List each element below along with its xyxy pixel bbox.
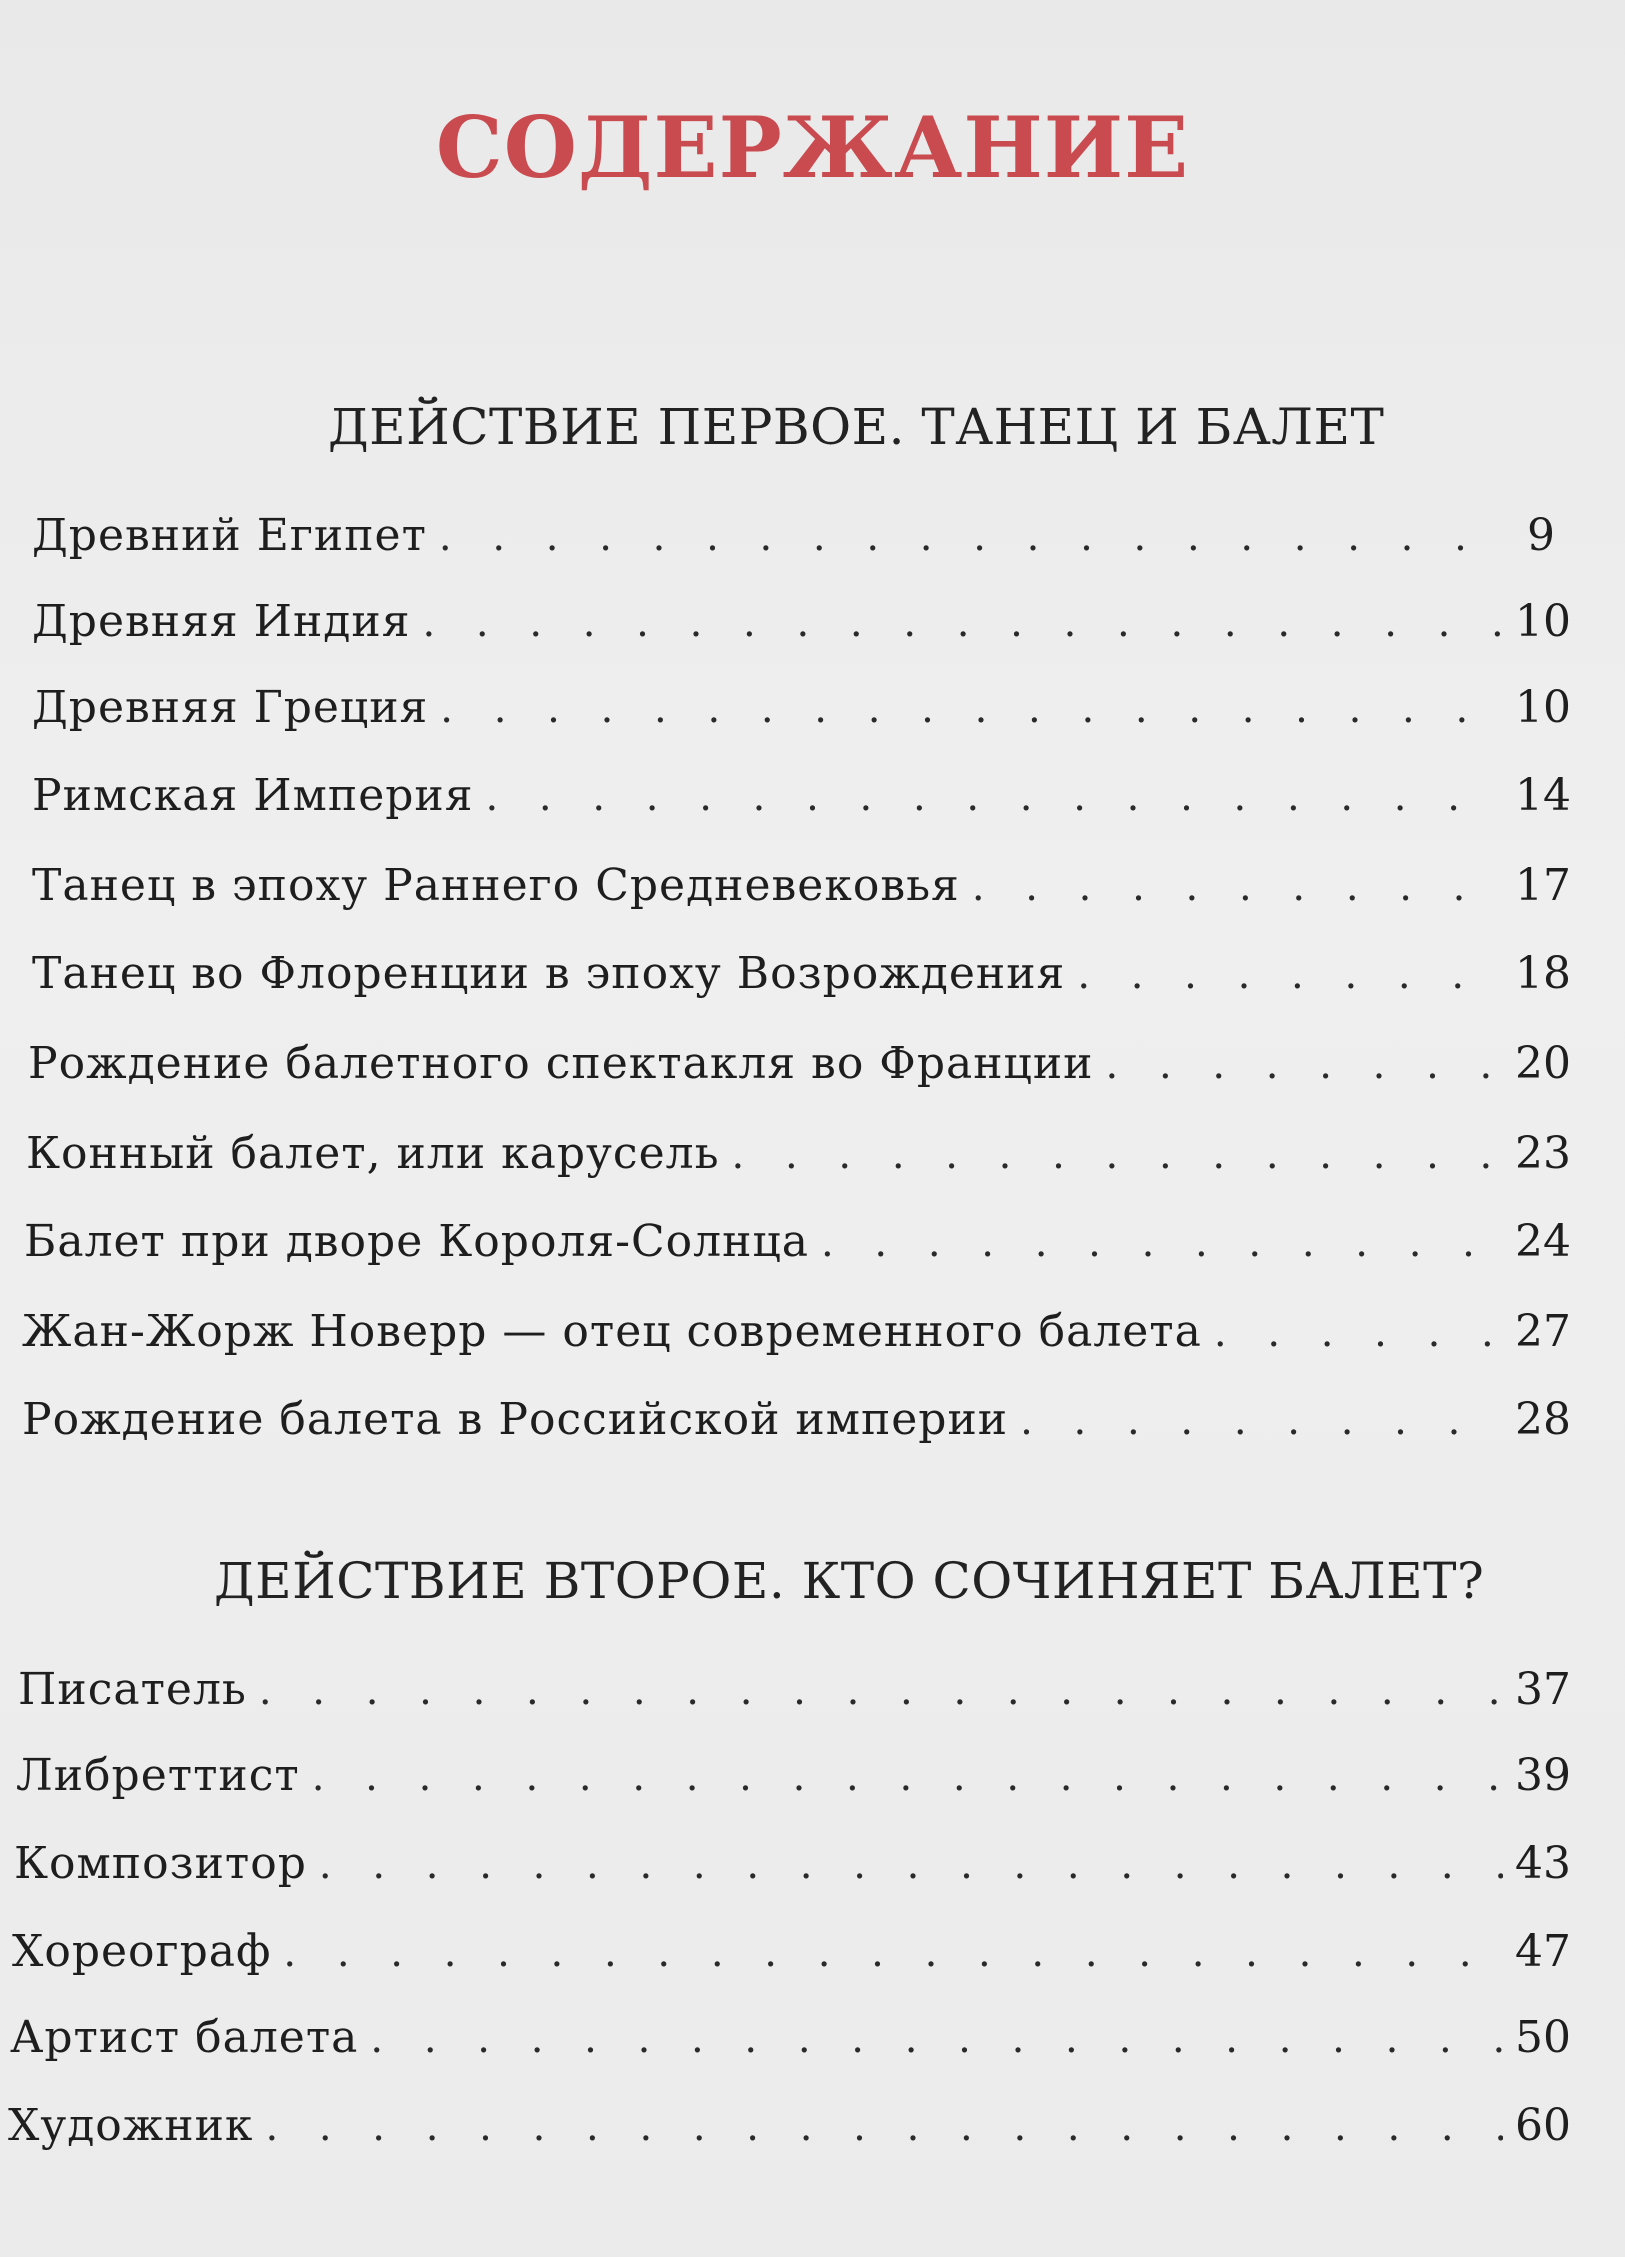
toc-entry-page: 24 bbox=[1515, 1216, 1571, 1267]
toc-entry-label: Рождение балета в Российской империи bbox=[22, 1394, 1009, 1445]
toc-entry[interactable] bbox=[32, 860, 1571, 920]
toc-leader-dots bbox=[440, 686, 1503, 732]
toc-entry-label: Римская Империя bbox=[32, 770, 474, 821]
toc-leader-dots bbox=[319, 1842, 1503, 1888]
toc-entry-page: 10 bbox=[1515, 596, 1571, 647]
toc-entry[interactable] bbox=[12, 1926, 1571, 1986]
toc-entry-page: 50 bbox=[1515, 2012, 1571, 2063]
toc-entry-page: 10 bbox=[1515, 682, 1571, 733]
toc-entry-label: Танец во Флоренции в эпоху Возрождения bbox=[32, 948, 1066, 999]
toc-entry[interactable] bbox=[28, 1038, 1571, 1098]
toc-entry[interactable] bbox=[32, 948, 1571, 1008]
toc-leader-dots bbox=[486, 774, 1504, 820]
toc-entry-label: Композитор bbox=[14, 1838, 307, 1889]
toc-leader-dots bbox=[1077, 952, 1503, 998]
toc-entry-label: Древний Египет bbox=[32, 510, 427, 561]
toc-entry-label: Жан-Жорж Новерр — отец современного балета bbox=[22, 1306, 1202, 1357]
toc-entry[interactable] bbox=[32, 596, 1571, 656]
toc-leader-dots bbox=[1214, 1310, 1503, 1356]
toc-entry-label: Древняя Индия bbox=[32, 596, 411, 647]
toc-entry-label: Художник bbox=[8, 2100, 254, 2151]
toc-leader-dots bbox=[439, 514, 1503, 560]
toc-entry-page: 60 bbox=[1515, 2100, 1571, 2151]
toc-leader-dots bbox=[821, 1220, 1503, 1266]
toc-entry-label: Либреттист bbox=[16, 1750, 300, 1801]
toc-entry-label: Хореограф bbox=[12, 1926, 272, 1977]
toc-entry-page: 23 bbox=[1515, 1128, 1571, 1179]
toc-leader-dots bbox=[259, 1668, 1503, 1714]
toc-entry-page: 18 bbox=[1515, 948, 1571, 999]
toc-entry-page: 17 bbox=[1515, 860, 1571, 911]
toc-entry-page: 9 bbox=[1527, 510, 1555, 561]
toc-entry[interactable] bbox=[32, 770, 1571, 830]
toc-leader-dots bbox=[265, 2104, 1503, 2150]
toc-entry[interactable] bbox=[26, 1128, 1571, 1188]
page-title: СОДЕРЖАНИЕ bbox=[435, 98, 1190, 197]
toc-entry[interactable] bbox=[18, 1664, 1571, 1724]
toc-entry-page: 27 bbox=[1515, 1306, 1571, 1357]
toc-entry-label: Балет при дворе Короля-Солнца bbox=[24, 1216, 809, 1267]
toc-leader-dots bbox=[972, 864, 1503, 910]
toc-entry-page: 28 bbox=[1515, 1394, 1571, 1445]
toc-entry-label: Танец в эпоху Раннего Средневековья bbox=[32, 860, 960, 911]
toc-entry-page: 37 bbox=[1515, 1664, 1571, 1715]
toc-entry-page: 14 bbox=[1515, 770, 1571, 821]
toc-leader-dots bbox=[312, 1754, 1503, 1800]
toc-entry-page: 20 bbox=[1515, 1038, 1571, 1089]
toc-entry[interactable] bbox=[32, 510, 1555, 570]
toc-leader-dots bbox=[732, 1132, 1503, 1178]
toc-entry-page: 47 bbox=[1515, 1926, 1571, 1977]
toc-leader-dots bbox=[1020, 1398, 1503, 1444]
section-title-act-two: ДЕЙСТВИЕ ВТОРОЕ. КТО СОЧИНЯЕТ БАЛЕТ? bbox=[214, 1552, 1485, 1610]
toc-entry[interactable] bbox=[10, 2012, 1571, 2072]
toc-leader-dots bbox=[370, 2016, 1503, 2062]
toc-entry[interactable] bbox=[22, 1306, 1571, 1366]
toc-entry[interactable] bbox=[14, 1838, 1571, 1898]
toc-entry[interactable] bbox=[24, 1216, 1571, 1276]
toc-entry-page: 43 bbox=[1515, 1838, 1571, 1889]
section-title-act-one: ДЕЙСТВИЕ ПЕРВОЕ. ТАНЕЦ И БАЛЕТ bbox=[328, 398, 1385, 456]
toc-entry-label: Артист балета bbox=[10, 2012, 359, 2063]
toc-entry-label: Конный балет, или карусель bbox=[26, 1128, 720, 1179]
toc-entry[interactable] bbox=[32, 682, 1571, 742]
toc-entry-label: Древняя Греция bbox=[32, 682, 429, 733]
toc-leader-dots bbox=[422, 600, 1503, 646]
toc-entry-label: Писатель bbox=[18, 1664, 247, 1715]
toc-entry-page: 39 bbox=[1515, 1750, 1571, 1801]
toc-entry[interactable] bbox=[8, 2100, 1571, 2160]
toc-entry[interactable] bbox=[16, 1750, 1571, 1810]
toc-leader-dots bbox=[283, 1930, 1503, 1976]
toc-entry-label: Рождение балетного спектакля во Франции bbox=[28, 1038, 1094, 1089]
toc-entry[interactable] bbox=[22, 1394, 1571, 1454]
toc-leader-dots bbox=[1106, 1042, 1503, 1088]
